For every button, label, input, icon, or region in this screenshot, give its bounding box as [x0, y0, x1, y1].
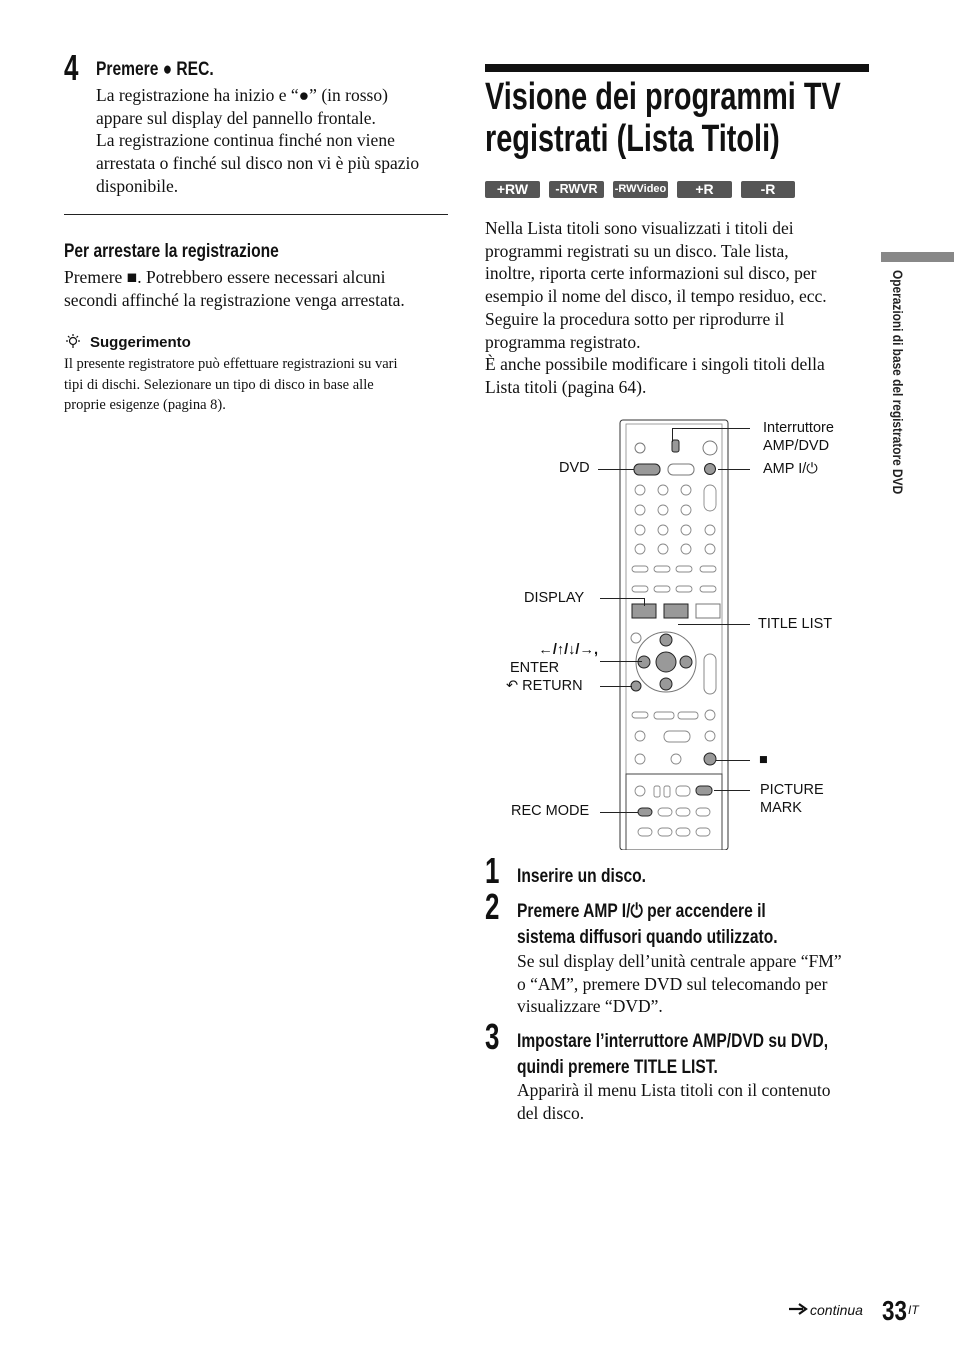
- label-title-list: TITLE LIST: [758, 616, 833, 632]
- tip-body: [64, 354, 454, 416]
- label-line: ←/↑/↓/→,: [538, 642, 598, 658]
- callout-line: [600, 661, 642, 662]
- title-rule: [485, 64, 869, 72]
- step-3-title: [517, 1029, 828, 1080]
- label-rec-mode: REC MODE: [511, 803, 590, 819]
- label-amp: AMP I/⏻: [763, 461, 818, 477]
- stop-body: [64, 266, 454, 311]
- stop-line: Premere ■. Potrebbero essere necessari alcuni: [64, 267, 386, 287]
- step-4-number: 4: [64, 47, 79, 88]
- stop-heading: Per arrestare la registrazione: [64, 241, 279, 262]
- badge-minus-r: -R: [741, 181, 795, 198]
- badge-plus-r: +R: [677, 181, 732, 198]
- callout-line: [714, 790, 750, 791]
- step-2-title: [517, 899, 778, 950]
- tip-line: Il presente registratore può effettuare registrazioni su vari: [64, 356, 398, 372]
- step-4-line: La registrazione continua finché non viene: [96, 130, 395, 151]
- page-title: [485, 76, 841, 160]
- label-return: ↶ RETURN: [506, 678, 583, 694]
- tip-label: Suggerimento: [90, 334, 191, 351]
- lightbulb-icon: [64, 333, 82, 351]
- step-title-line: Impostare l’interruttore AMP/DVD su DVD,: [517, 1031, 829, 1052]
- label-display: DISPLAY: [524, 590, 585, 606]
- step-2-number: 2: [485, 886, 500, 927]
- intro-line: programmi registrati su un disco. Tale lista,: [485, 240, 789, 261]
- page-title-line: registrati (Lista Titoli): [485, 118, 780, 160]
- callout-line: [644, 598, 645, 606]
- intro-line: esempio il nome del disco, il tempo residuo, ecc.: [485, 286, 827, 307]
- label-interruttore: [763, 419, 834, 455]
- label-line: PICTURE: [760, 782, 824, 798]
- callout-line: [672, 428, 673, 442]
- step-body-line: del disco.: [517, 1102, 585, 1123]
- page-title-line: Visione dei programmi TV: [485, 76, 841, 118]
- step-body-line: visualizzare “DVD”.: [517, 996, 663, 1017]
- page-suffix: IT: [908, 1303, 919, 1317]
- callout-line: [718, 469, 750, 470]
- label-arrows-enter: [510, 641, 598, 677]
- intro-line: Seguire la procedura sotto per riprodurre il: [485, 308, 785, 329]
- label-dvd: DVD: [559, 460, 590, 476]
- callout-line: [716, 760, 750, 761]
- label-picture-mark: [760, 781, 824, 817]
- step-4-line: arrestata o finché sul disco non vi è più spazio: [96, 153, 420, 174]
- step-2-body: [517, 950, 877, 1018]
- label-stop: ■: [759, 752, 768, 768]
- side-tab-label: Operazioni di base del registratore DVD: [890, 270, 906, 495]
- callout-line: [672, 428, 750, 429]
- step-title-line: quindi premere TITLE LIST.: [517, 1056, 718, 1078]
- divider: [64, 214, 448, 215]
- intro-line: È anche possibile modificare i singoli titoli della: [485, 354, 825, 375]
- page-number: 33: [882, 1295, 907, 1326]
- step-body-line: o “AM”, premere DVD sul telecomando per: [517, 973, 828, 994]
- continue-arrow-icon: [789, 1302, 809, 1320]
- side-tab: [888, 270, 908, 570]
- step-body-line: Se sul display dell’unità centrale appare “FM”: [517, 951, 842, 971]
- step-4-line: disponibile.: [96, 175, 179, 196]
- tip-line: proprie esigenze (pagina 8).: [64, 397, 226, 413]
- step-1-title: [517, 864, 646, 889]
- remote-control-illustration: [618, 418, 733, 850]
- step-4-line: appare sul display del pannello frontale.: [96, 107, 376, 128]
- step-title-line: Premere AMP I/⏻ per accendere il: [517, 901, 766, 922]
- callout-line: [600, 598, 644, 599]
- label-line: ENTER: [510, 660, 560, 676]
- stop-line: secondi affinché la registrazione venga arrestata.: [64, 289, 405, 310]
- intro-line: inoltre, riporta certe informazioni sul disco, per: [485, 263, 817, 284]
- step-4-body: [96, 84, 456, 198]
- label-line: Interruttore: [763, 420, 834, 436]
- step-3-number: 3: [485, 1016, 500, 1057]
- step-4-title: Premere ● REC.: [96, 59, 214, 80]
- tip-line: tipi di dischi. Selezionare un tipo di disco in base alle: [64, 376, 374, 393]
- callout-line: [600, 686, 632, 687]
- label-line: AMP/DVD: [763, 438, 830, 454]
- callout-line: [598, 469, 634, 470]
- callout-line: [678, 624, 750, 625]
- intro-line: Nella Lista titoli sono visualizzati i titoli dei: [485, 218, 794, 238]
- label-line: MARK: [760, 800, 802, 816]
- badge-minus-rw-video: -RWVideo: [613, 181, 668, 198]
- intro-line: Lista titoli (pagina 64).: [485, 376, 647, 397]
- badge-plus-rw: +RW: [485, 181, 540, 198]
- intro-paragraph: [485, 217, 875, 399]
- step-title-line: sistema diffusori quando utilizzato.: [517, 926, 778, 948]
- step-3-body: [517, 1079, 877, 1124]
- step-body-line: Apparirà il menu Lista titoli con il contenuto: [517, 1080, 831, 1100]
- step-4-line: La registrazione ha inizio e “●” (in rosso): [96, 85, 388, 105]
- step-1-number: 1: [485, 850, 500, 891]
- badge-minus-rw-vr: -RWVR: [549, 181, 604, 198]
- intro-line: programma registrato.: [485, 331, 641, 352]
- callout-line: [600, 812, 638, 813]
- side-tab-bar: [881, 252, 954, 262]
- continua-label: continua: [810, 1302, 863, 1318]
- step-title-line: Inserire un disco.: [517, 866, 647, 887]
